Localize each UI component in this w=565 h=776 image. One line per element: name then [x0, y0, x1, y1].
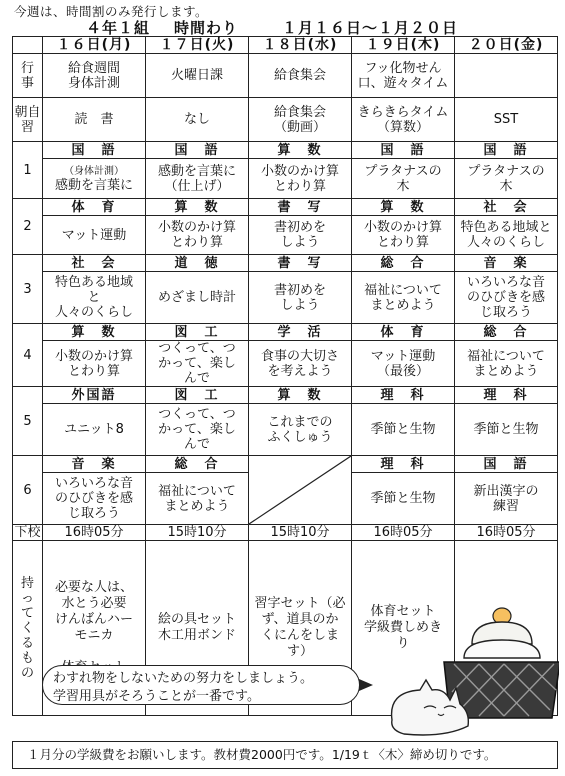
label-char: の [20, 665, 34, 681]
period-number: 6 [13, 456, 43, 525]
content-cell: いろいろな音 のひびきを感 じ取ろう [455, 272, 558, 324]
subject-cell: 理 科 [352, 456, 455, 473]
bring-item: モニカ [74, 628, 114, 643]
subject-cell: 体 育 [43, 199, 146, 216]
content-cell: プラタナスの 木 [455, 159, 558, 199]
bring-item: 体育セット [370, 604, 436, 619]
subject-cell: 音 楽 [43, 456, 146, 473]
subject-cell: 社 会 [455, 199, 558, 216]
diagonal-strike [249, 456, 351, 524]
content-cell: 書初めを しよう [249, 216, 352, 255]
subject-cell: 国 語 [352, 142, 455, 159]
label-char: 持 [20, 575, 34, 591]
label-char: る [20, 635, 34, 651]
label-char: っ [20, 590, 34, 606]
content-cell: これまでの ふくしゅう [249, 404, 352, 456]
subject-cell: 外国語 [43, 387, 146, 404]
day-header: １９日(木) [352, 37, 455, 54]
period-number: 1 [13, 142, 43, 199]
subject-cell: 国 語 [455, 142, 558, 159]
subject-cell: 国 語 [43, 142, 146, 159]
content-note: （身体計測） [64, 166, 124, 177]
subject-cell: 社 会 [43, 255, 146, 272]
subject-cell: 図 工 [146, 324, 249, 341]
content-cell: 特色ある地域 と 人々のくらし [43, 272, 146, 324]
subject-cell: 国 語 [146, 142, 249, 159]
label-char: て [20, 605, 34, 621]
day-header: ２０日(金) [455, 37, 558, 54]
bring-item: 習字セット（必 [254, 596, 346, 611]
bring-item: 水とう必要 [61, 596, 127, 611]
day-header: １６日(月) [43, 37, 146, 54]
label-char: 朝自 [14, 104, 41, 120]
subject-cell: 書 写 [249, 199, 352, 216]
event-cell [455, 54, 558, 98]
events-label [13, 54, 43, 98]
subject-cell: 理 科 [352, 387, 455, 404]
bring-item: す） [286, 644, 313, 659]
intro-text: 今週は、時間割のみ発行します。 [14, 4, 209, 19]
content-cell: 福祉について まとめよう [455, 341, 558, 387]
content-cell: 感動を言葉に （仕上げ） [146, 159, 249, 199]
content-cell [43, 159, 146, 199]
content-cell: いろいろな音 のひびきを感 じ取ろう [43, 473, 146, 525]
event-cell: 火曜日課 [146, 54, 249, 98]
content-text: 感動を言葉に [54, 178, 133, 193]
content-cell: プラタナスの 木 [352, 159, 455, 199]
bring-item: くにんをしま [260, 628, 339, 643]
label-char: も [20, 650, 34, 666]
content-cell: 季節と生物 [352, 473, 455, 525]
day-header: １７日(火) [146, 37, 249, 54]
corner-cell [13, 37, 43, 54]
subject-cell: 書 写 [249, 255, 352, 272]
dismissal-time: 16時05分 [43, 525, 146, 541]
content-cell: 小数のかけ算 とわり算 [43, 341, 146, 387]
subject-cell: 音 楽 [455, 255, 558, 272]
content-cell: 食事の大切さ を考えよう [249, 341, 352, 387]
bubble-tail [359, 679, 373, 691]
dismissal-label: 下校 [14, 525, 41, 540]
content-cell: めざまし時計 [146, 272, 249, 324]
label-char: 習 [20, 119, 34, 135]
class-name: ４年１組 [86, 19, 151, 37]
footer-notice: １月分の学級費をお願いします。教材費2000円です。1/19ｔ〈木〉締め切りです。 [12, 741, 558, 769]
kagami-mochi-cat-illustration [384, 600, 559, 738]
content-cell: つくって、つ かって、楽し んで [146, 341, 249, 387]
bring-label [13, 541, 43, 716]
dismissal-time: 15時10分 [249, 525, 352, 541]
subject-cell: 学 活 [249, 324, 352, 341]
subject-cell: 総 合 [146, 456, 249, 473]
content-cell: 小数のかけ算 とわり算 [249, 159, 352, 199]
period-number: 3 [13, 255, 43, 324]
subject-cell: 国 語 [455, 456, 558, 473]
content-cell: 季節と生物 [352, 404, 455, 456]
content-cell: ユニット8 [43, 404, 146, 456]
morning-cell: SST [455, 98, 558, 142]
page-title [86, 17, 458, 38]
morning-cell: なし [146, 98, 249, 142]
subject-cell: 図 工 [146, 387, 249, 404]
empty-slot [249, 456, 352, 525]
content-cell: 特色ある地域と 人々のくらし [455, 216, 558, 255]
dismissal-time: 16時05分 [455, 525, 558, 541]
event-cell: 給食週間 身体計測 [43, 54, 146, 98]
event-cell: 給食集会 [249, 54, 352, 98]
reminder-line: 学習用具がそろうことが一番です。 [53, 689, 260, 704]
content-cell: 福祉について まとめよう [146, 473, 249, 525]
subject-cell: 算 数 [146, 199, 249, 216]
bring-item: けんばんハー [54, 612, 133, 627]
period-number: 2 [13, 199, 43, 255]
subject-cell: 理 科 [455, 387, 558, 404]
dismissal-time: 15時10分 [146, 525, 249, 541]
bring-item [43, 644, 145, 660]
content-cell: 福祉について まとめよう [352, 272, 455, 324]
subject-cell: 体 育 [352, 324, 455, 341]
subject-cell: 道 徳 [146, 255, 249, 272]
bring-item: 学級費しめき [363, 620, 442, 635]
subject-cell: 算 数 [249, 387, 352, 404]
subject-cell: 総 合 [455, 324, 558, 341]
reminder-bubble [42, 665, 360, 705]
label-char: 事 [20, 75, 34, 91]
morning-cell: 給食集会 （動画） [249, 98, 352, 142]
day-header: １８日(水) [249, 37, 352, 54]
subject-cell: 算 数 [352, 199, 455, 216]
event-cell: フッ化物せん 口、遊々タイム [352, 54, 455, 98]
date-range: １月１６日～１月２０日 [282, 19, 459, 37]
bring-item: ず、道具のか [261, 612, 339, 627]
content-cell: 小数のかけ算 とわり算 [146, 216, 249, 255]
label-char: く [20, 620, 34, 636]
content-cell: つくって、つ かって、楽し んで [146, 404, 249, 456]
morning-cell: きらきらタイム （算数） [352, 98, 455, 142]
content-cell: マット運動 [43, 216, 146, 255]
content-cell: 季節と生物 [455, 404, 558, 456]
morning-label [13, 98, 43, 142]
bring-item: 木工用ボンド [157, 628, 236, 643]
title-subtitle: 時間わり [174, 19, 239, 37]
bring-item: 必要な人は、 [54, 580, 133, 595]
period-number: 5 [13, 387, 43, 456]
content-cell: 書初めを しよう [249, 272, 352, 324]
subject-cell: 算 数 [43, 324, 146, 341]
period-number: 4 [13, 324, 43, 387]
subject-cell: 算 数 [249, 142, 352, 159]
content-cell: 小数のかけ算 とわり算 [352, 216, 455, 255]
reminder-line: わすれ物をしないための努力をしましょう。 [53, 671, 314, 686]
morning-cell: 読 書 [43, 98, 146, 142]
content-cell: 新出漢字の 練習 [455, 473, 558, 525]
bring-item: り [396, 636, 410, 651]
bring-item: 絵の具セット [157, 612, 236, 627]
content-cell: マット運動 （最後） [352, 341, 455, 387]
label-char: 行 [20, 60, 34, 76]
dismissal-time: 16時05分 [352, 525, 455, 541]
subject-cell: 総 合 [352, 255, 455, 272]
